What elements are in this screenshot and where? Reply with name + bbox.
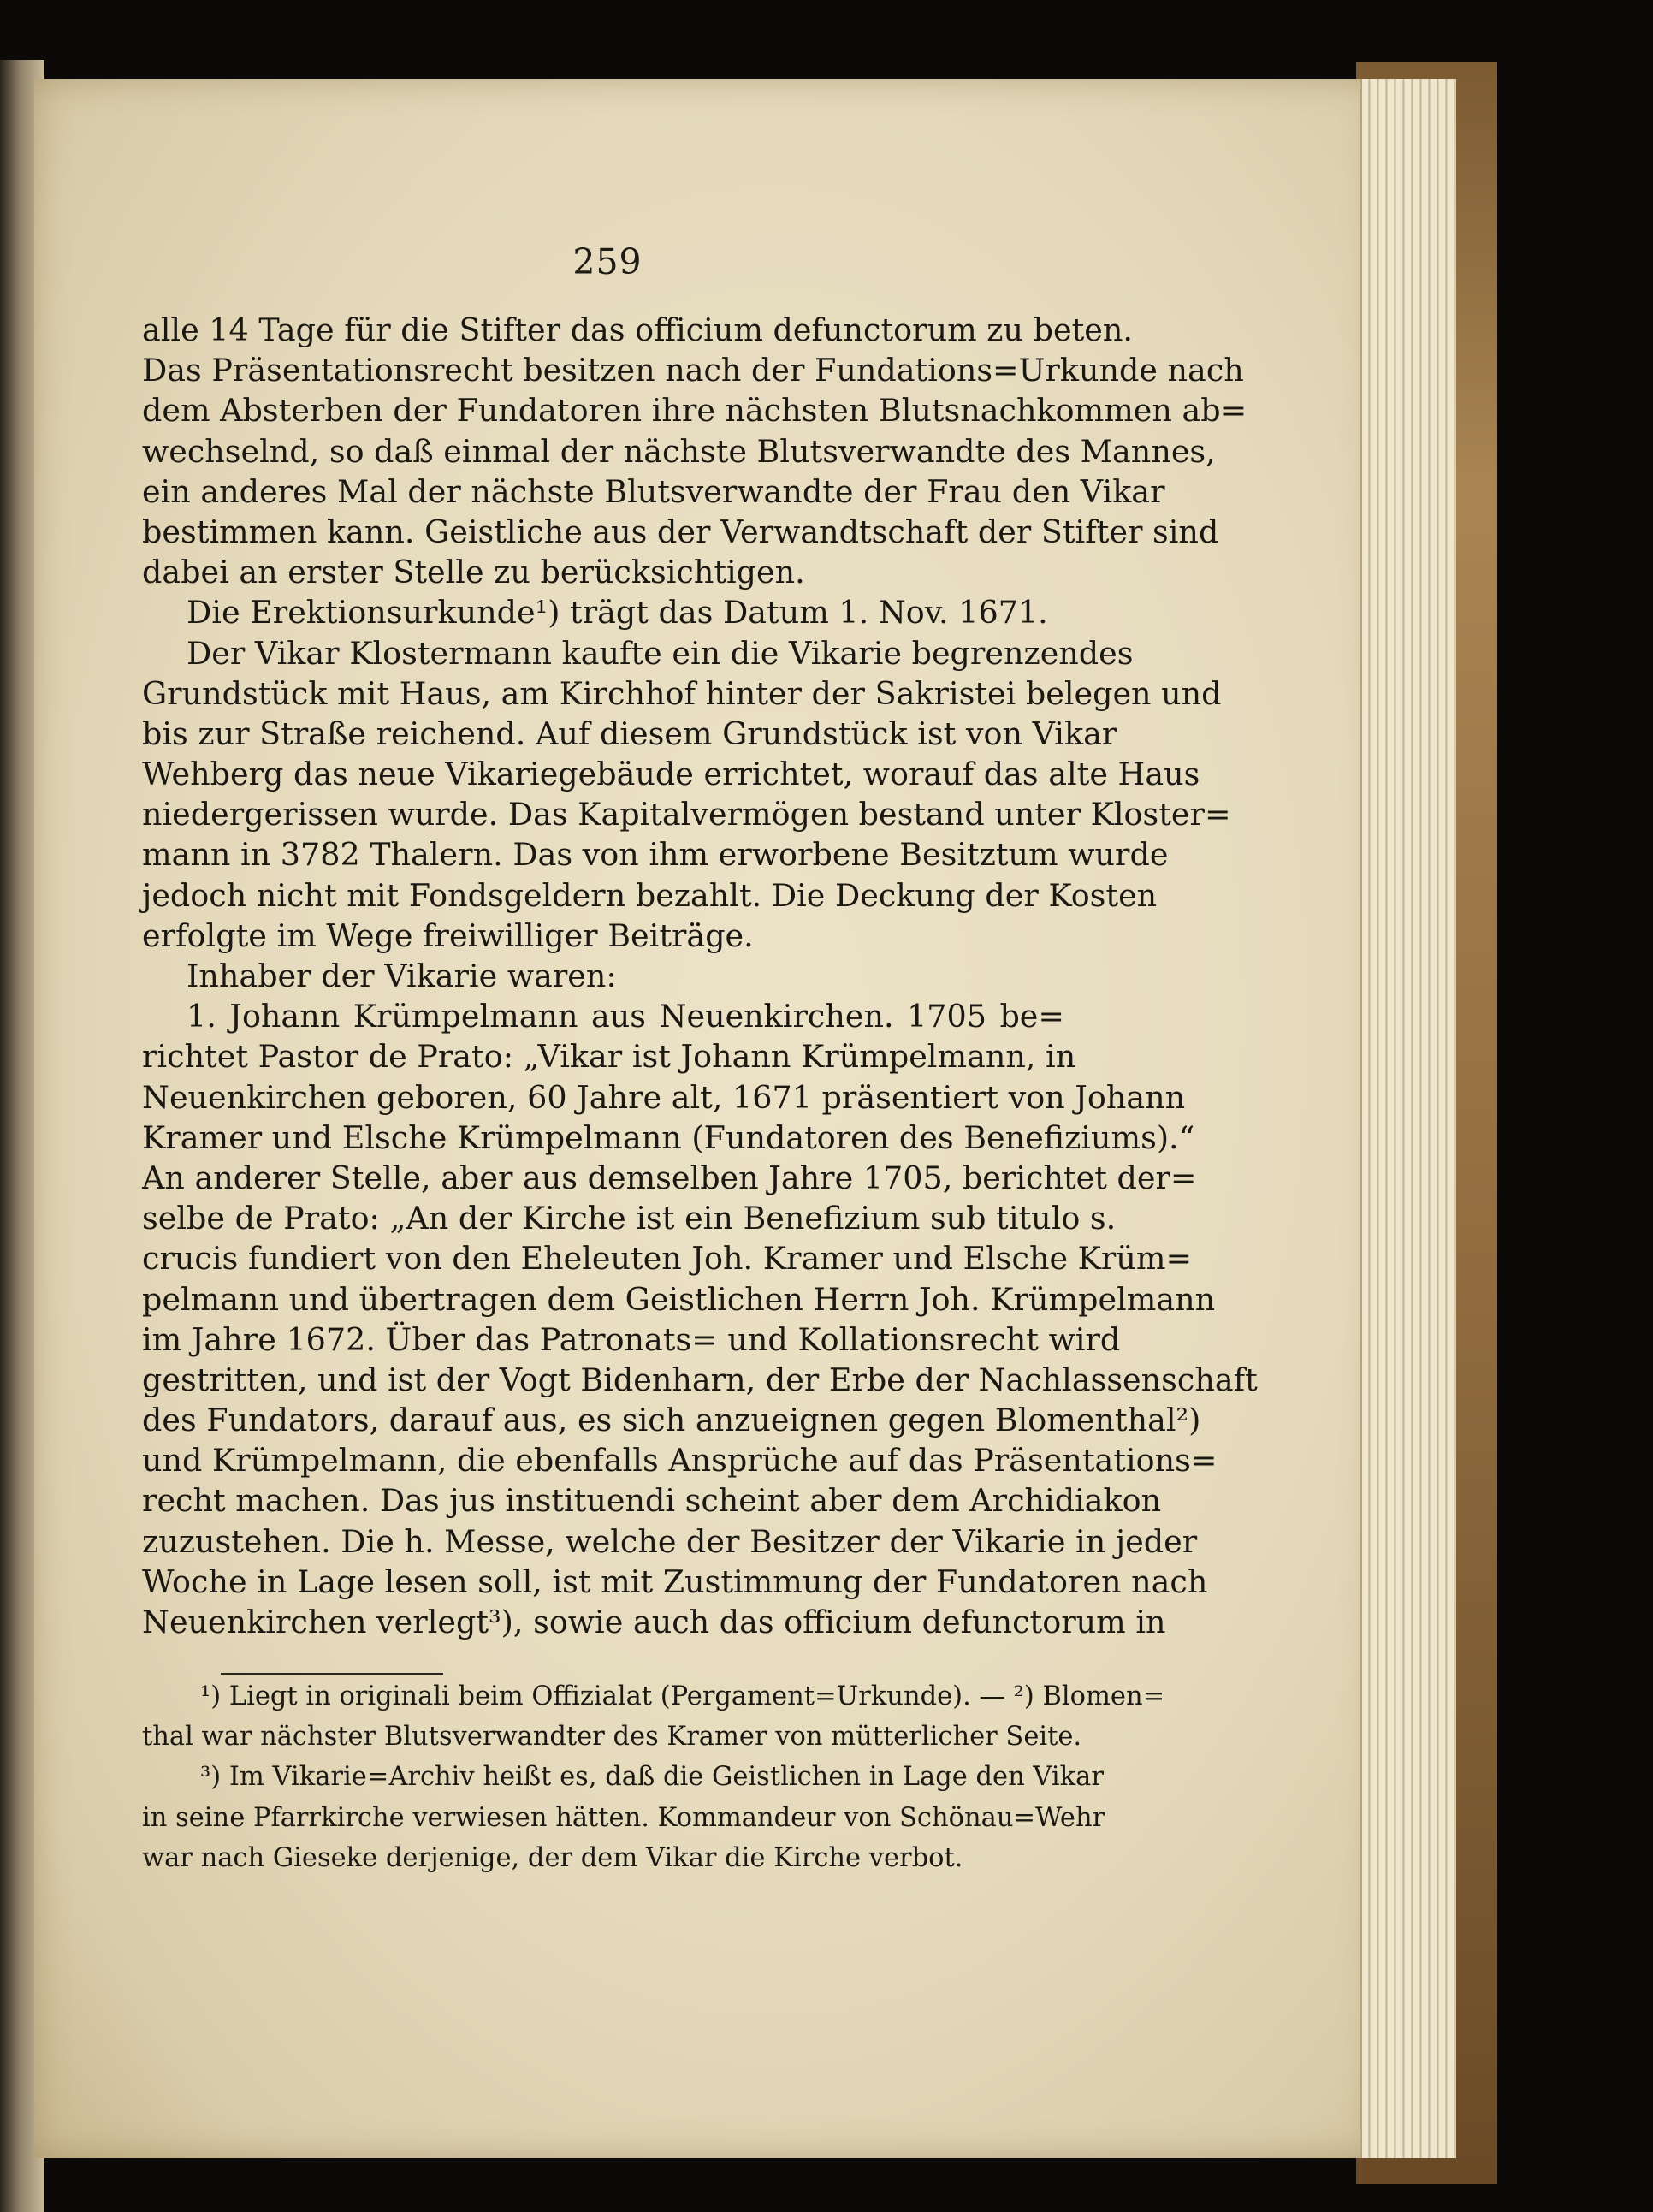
text-line: und Krümpelmann, die ebenfalls Ansprüche auf das Präsentations= — [142, 1442, 1218, 1480]
text-line: Der Vikar Klostermann kaufte ein die Vikarie begrenzendes — [187, 634, 1134, 672]
text-line: erfolgte im Wege freiwilliger Beiträge. — [142, 916, 754, 954]
text-line: Woche in Lage lesen soll, ist mit Zustimmung der Fundatoren nach — [142, 1563, 1208, 1600]
text-line: zuzustehen. Die h. Messe, welche der Besitzer der Vikarie in jeder — [142, 1522, 1198, 1560]
text-line: jedoch nicht mit Fondsgeldern bezahlt. Die Deckung der Kosten — [142, 876, 1158, 914]
footnote-rule — [221, 1673, 443, 1675]
text-line: Kramer und Elsche Krümpelmann (Fundatoren des Benefiziums).“ — [142, 1118, 1195, 1156]
text-line: mann in 3782 Thalern. Das von ihm erworbene Besitztum wurde — [142, 836, 1169, 874]
text-line: des Fundators, darauf aus, es sich anzueignen gegen Blomenthal²) — [142, 1402, 1201, 1439]
footnote-line: ³) Im Vikarie=Archiv heißt es, daß die Geistlichen in Lage den Vikar — [200, 1762, 1104, 1793]
text-line: Neuenkirchen geboren, 60 Jahre alt, 1671 präsentiert von Johann — [142, 1078, 1186, 1116]
text-line: richtet Pastor de Prato: „Vikar ist Johann Krümpelmann, in — [142, 1038, 1076, 1076]
text-line: im Jahre 1672. Über das Patronats= und Kollationsrecht wird — [142, 1320, 1121, 1358]
text-line: 1. Johann Krümpelmann aus Neuenkirchen. 1705 be= — [187, 998, 1064, 1035]
text-line: Das Präsentationsrecht besitzen nach der Fundations=Urkunde nach — [142, 352, 1244, 389]
text-line: selbe de Prato: „An der Kirche ist ein Benefizium sub titulo s. — [142, 1200, 1117, 1237]
footnote-line: in seine Pfarrkirche verwiesen hätten. Kommandeur von Schönau=Wehr — [142, 1802, 1105, 1833]
text-line: ein anderes Mal der nächste Blutsverwandte der Frau den Vikar — [142, 472, 1165, 510]
text-line: Die Erektionsurkunde¹) trägt das Datum 1. Nov. 1671. — [187, 594, 1048, 632]
page-number: 259 — [572, 241, 643, 282]
text-line: Inhaber der Vikarie waren: — [187, 958, 617, 994]
footnote-line: ¹) Liegt in originali beim Offizialat (Pergament=Urkunde). — ²) Blomen= — [200, 1681, 1165, 1711]
text-line: niedergerissen wurde. Das Kapitalvermögen bestand unter Kloster= — [142, 796, 1231, 833]
text-line: bis zur Straße reichend. Auf diesem Grundstück ist von Vikar — [142, 715, 1117, 752]
text-line: alle 14 Tage für die Stifter das officium defunctorum zu beten. — [142, 311, 1133, 348]
page-leaves — [1360, 79, 1456, 2158]
text-line: An anderer Stelle, aber aus demselben Jahre 1705, berichtet der= — [142, 1159, 1197, 1196]
text-line: dem Absterben der Fundatoren ihre nächsten Blutsnachkommen ab= — [142, 392, 1247, 430]
footnote-line: thal war nächster Blutsverwandter des Kramer von mütterlicher Seite. — [142, 1722, 1082, 1752]
text-line: crucis fundiert von den Eheleuten Joh. Kramer und Elsche Krüm= — [142, 1240, 1193, 1278]
text-line: Grundstück mit Haus, am Kirchhof hinter der Sakristei belegen und — [142, 674, 1222, 712]
text-line: pelmann und übertragen dem Geistlichen Herrn Joh. Krümpelmann — [142, 1280, 1216, 1318]
body-text — [142, 310, 1258, 1642]
text-line: bestimmen kann. Geistliche aus der Verwandtschaft der Stifter sind — [142, 513, 1219, 550]
text-line: gestritten, und ist der Vogt Bidenharn, der Erbe der Nachlassenschaft — [142, 1361, 1258, 1398]
text-line: Wehberg das neue Vikariegebäude errichtet, worauf das alte Haus — [142, 756, 1200, 793]
footnotes — [142, 1677, 1165, 1879]
text-line: recht machen. Das jus instituendi scheint aber dem Archidiakon — [142, 1482, 1162, 1520]
text-line: Neuenkirchen verlegt³), sowie auch das officium defunctorum in — [142, 1604, 1166, 1640]
footnote-line: war nach Gieseke derjenige, der dem Vikar die Kirche verbot. — [142, 1842, 963, 1873]
text-line: wechselnd, so daß einmal der nächste Blutsverwandte des Mannes, — [142, 432, 1216, 470]
text-line: dabei an erster Stelle zu berücksichtigen. — [142, 554, 805, 591]
